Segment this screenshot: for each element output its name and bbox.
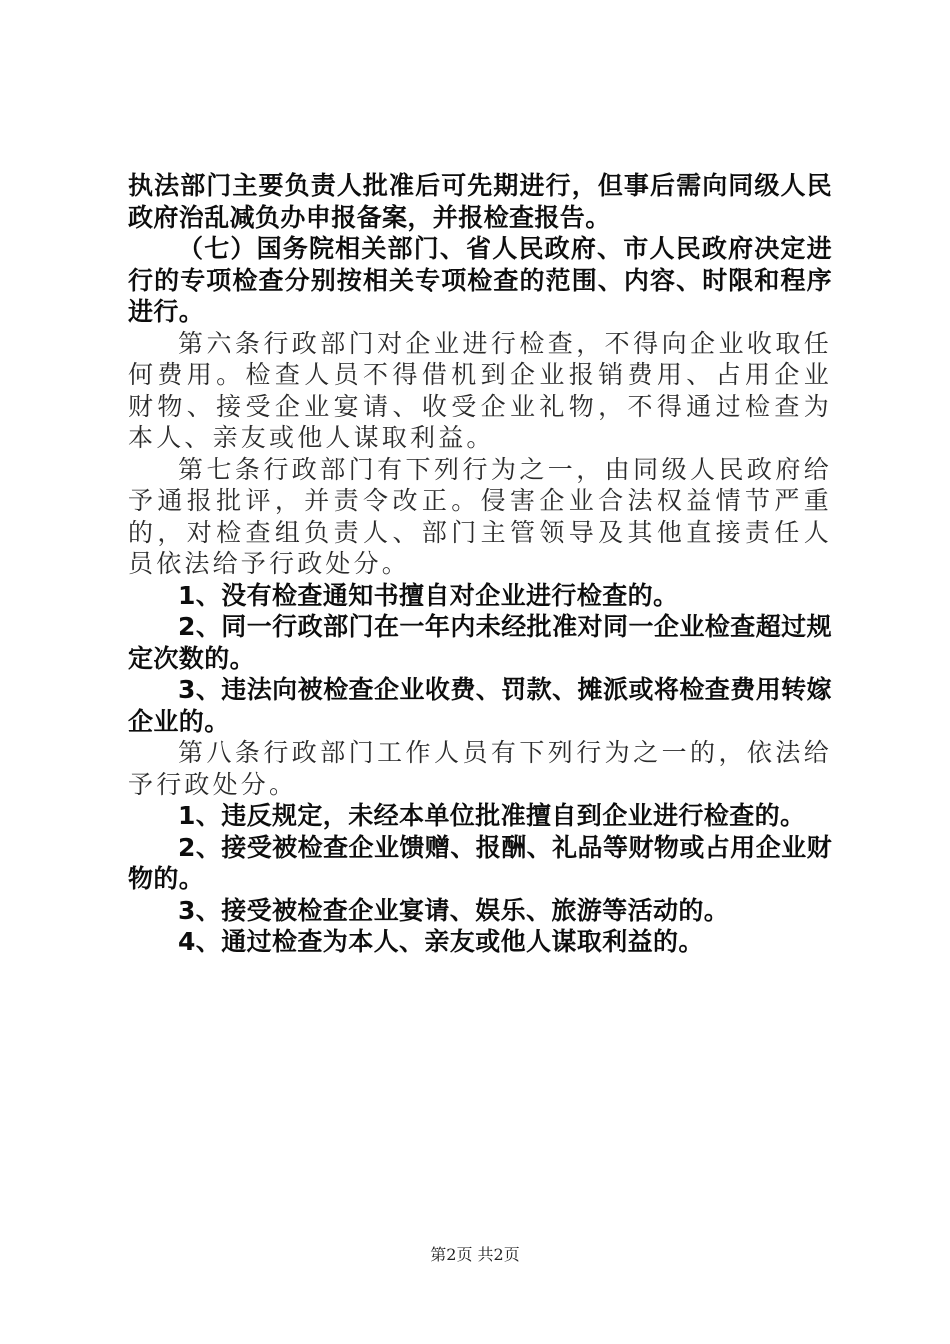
list-item: 2、同一行政部门在一年内未经批准对同一企业检查超过规定次数的。 bbox=[128, 612, 832, 673]
paragraph-article-six: 第六条行政部门对企业进行检查，不得向企业收取任何费用。检查人员不得借机到企业报销费用、占用企业财物、接受企业宴请、收受企业礼物，不得通过检查为本人、亲友或他人谋取利益。 bbox=[128, 328, 832, 452]
list-item: 2、接受被检查企业馈赠、报酬、礼品等财物或占用企业财物的。 bbox=[128, 832, 832, 893]
list-item: 3、违法向被检查企业收费、罚款、摊派或将检查费用转嫁企业的。 bbox=[128, 675, 832, 736]
list-item: 1、违反规定，未经本单位批准擅自到企业进行检查的。 bbox=[178, 801, 806, 830]
document-body bbox=[128, 170, 832, 958]
page-number-footer: 第2页 共2页 bbox=[430, 1245, 520, 1264]
list-item: 4、通过检查为本人、亲友或他人谋取利益的。 bbox=[178, 927, 704, 956]
paragraph-approval-continuation: 执法部门主要负责人批准后可先期进行，但事后需向同级人民政府治乱减负办申报备案，并报检查报告。 bbox=[128, 171, 832, 232]
paragraph-item-seven: （七）国务院相关部门、省人民政府、市人民政府决定进行的专项检查分别按相关专项检查的范围、内容、时限和程序进行。 bbox=[128, 234, 832, 326]
list-item: 1、没有检查通知书擅自对企业进行检查的。 bbox=[178, 580, 679, 610]
list-item: 3、接受被检查企业宴请、娱乐、旅游等活动的。 bbox=[178, 895, 730, 925]
paragraph-article-eight: 第八条行政部门工作人员有下列行为之一的，依法给予行政处分。 bbox=[128, 738, 832, 799]
paragraph-article-seven: 第七条行政部门有下列行为之一，由同级人民政府给予通报批评，并责令改正。侵害企业合法权益情节严重的，对检查组负责人、部门主管领导及其他直接责任人员依法给予行政处分。 bbox=[128, 454, 832, 578]
